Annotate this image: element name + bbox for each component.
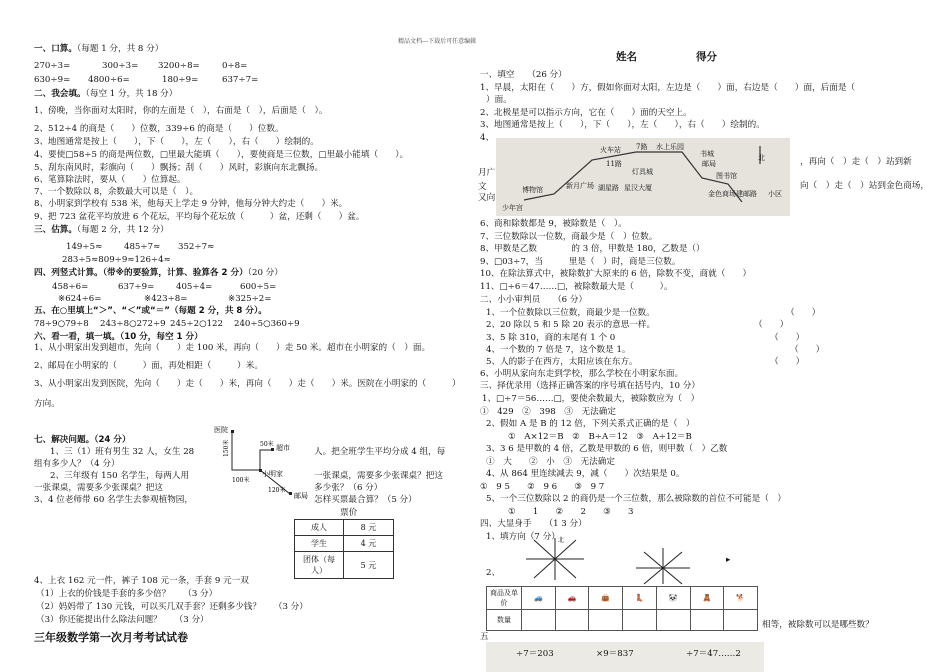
distance-label: 50米 [260,441,274,448]
svg-text:少年宫: 少年宫 [502,204,523,212]
compare-item: 78÷9○79÷8 [34,319,89,329]
ticket-price: 4 元 [344,536,394,552]
judge-item: 5、人的影子在西方，太阳应该在东方。 [486,357,638,367]
choice-options: ① 9 5 ② 9 6 ③ 9 7 [480,482,605,492]
side-text: 文 [478,182,487,192]
vertical-calc-item: 600÷5= [240,282,277,292]
svg-text:湖星路: 湖星路 [598,184,619,192]
distance-label: 120米 [268,487,286,494]
map-question: 1、从小明家出发到超市，先向（ ）走 100 米，再向（ ）走 50 米。超市在小明家的（ ）面。 [34,343,431,353]
side-note: 相等，被除数可以是哪些数？ [762,620,874,630]
ticket-caption: 票价 [340,508,358,518]
svg-text:邮局: 邮局 [702,160,716,168]
fill-item: 2、512÷4 的商是（ ）位数，339÷6 的商是（ ）位数。 [34,124,284,134]
compare-item: 245÷2○122 [170,319,223,329]
ticket-type: 学生 [295,536,344,552]
route-map [496,138,790,216]
section-1-heading: 一、口算。（每题 1 分，共 8 分） [34,44,164,54]
sub-question: （1）上衣的价钱是手套的多少倍？ （3 分） [36,589,218,599]
table-row [295,520,394,536]
problem-4-text: 4、上衣 162 元一件，裤子 108 元一条，手套 9 元一双 [34,576,249,586]
problem-text: 怎样买票最合算？（5 分） [314,495,417,505]
section-2-heading: 二、我会填。（每空 1 分，共 18 分） [34,89,178,99]
section-4-heading: 四、列竖式计算。（带※的要验算，计算、验算各 2 分）（20 分） [34,268,283,278]
fill-item: 5、刮东南风时，彩旗向（ ）飘扬；刮（ ）风时，彩旗向东北飘扬。 [34,163,324,173]
problem-text: 一张课桌，需要多少张课桌？把这 [34,483,163,493]
document-header: 精品文档---下载后可任意编辑 [398,38,477,45]
judge-item: 3、5 除 310，商的末尾有 1 个 0 [486,333,616,343]
fill-item: 2、北极星是可以指示方向，它在（ ）面的天空上。 [480,108,692,118]
section-5-label: 五 [480,632,489,642]
fill-item: 11、□÷6＝47……□，被除数最大是（ ）。 [480,282,673,292]
vertical-calc-item: 458÷6= [52,282,89,292]
oral-calc-item: 180÷9= [162,75,199,85]
score-label: 得分 [696,51,717,63]
compass-diagram [628,546,698,586]
section-3-heading-right: 三、择优录用（选择正确答案的序号填在括号内，10 分） [480,381,700,391]
svg-text:7路: 7路 [636,143,648,151]
north-label: 北 [558,537,565,544]
compare-item: 240÷5○360÷9 [234,319,300,329]
svg-text:小区: 小区 [768,190,782,198]
fill-item: 10、在除法算式中，被除数扩大原来的 6 倍，除数不变，商就（ ） [480,269,752,279]
toy-icon: 🧸 [690,587,724,610]
vertical-calc-item: 637÷9= [118,282,155,292]
problem-text: 组有多少人？（4 分） [34,459,120,469]
ticket-type: 成人 [295,520,344,536]
svg-text:11路: 11路 [606,160,622,168]
choice-item: 3、3 6 是甲数的 4 倍，乙数是甲数的 6 倍，则甲数（ ）乙数 [486,444,728,454]
section-3-heading: 三、估算。（每题 2 分，共 12 分） [34,225,169,235]
svg-text:图书馆: 图书馆 [716,172,737,180]
svg-text:博物馆: 博物馆 [522,186,543,194]
svg-text:灯具城: 灯具城 [632,168,653,176]
fill-item: 7、一个数除以 8，余数最大可以是（ ）。 [34,187,199,197]
oral-calc-item: 270÷3= [34,61,71,71]
car-icon: 🚙 [522,587,556,610]
table-row [487,587,758,610]
sub-question: 1、填方向（7 分） [486,532,560,542]
section-5-heading: 五、在○里填上“＞”、“＜”或“＝”（每题 2 分，共 8 分）。 [34,306,267,316]
fill-item: 4、要使□58÷5 的商是两位数，□里最大能填（ ），要使商是三位数，□里最小能填（ ）。 [34,150,409,160]
svg-text:水上乐园: 水上乐园 [656,143,684,151]
goods-table [486,586,758,631]
goods-header: 数量 [487,610,522,631]
section-4-heading-right: 四、大显身手 （1 3 分） [480,519,587,529]
choice-options: ① A×12＝B ② B÷A＝12 ③ A÷12＝B [508,432,692,442]
distance-label: 150米 [223,439,230,457]
oral-calc-item: 4800÷6= [88,75,130,85]
vertical-calc-item: ※423÷8= [144,294,188,304]
panda-icon: 🐼 [656,587,690,610]
vertical-calc-item: 405÷4= [176,282,213,292]
svg-text:金色商场: 金色商场 [708,190,736,198]
choice-item: 5、一个三位数除以 2 的商仍是一个三位数，那么被除数的首位不可能是（ ） [486,494,786,504]
dog-icon: 🐕 [724,587,758,610]
fill-item: 4、 [480,133,495,143]
map-question: 方向。 [34,399,60,409]
distance-label: 100米 [232,477,250,484]
problem-text: 3、4 位老师带 60 名学生去参观植物园， [34,495,193,505]
side-text: ，再向（ ）走（ ）站到新 [800,157,912,167]
choice-options: ① 大 ② 小 ③ 无法确定 [486,457,615,467]
goods-header: 商品及单价 [487,587,522,610]
svg-text:星汉大厦: 星汉大厦 [624,184,652,192]
choice-item: 1、□÷7＝56……□，要使余数最大，被除数应为（ ） [482,394,700,404]
sub-question: （2）妈妈带了 130 元钱，可以买几双手套？还剩多少钱？ （3 分） [36,602,308,612]
problem-text: 2、三年级有 150 名学生，每两人用 [50,471,190,481]
svg-text:北: 北 [758,154,765,162]
section-1-heading-right: 一、填空 （26 分） [480,70,567,80]
section-6-heading: 六、看一看，填一填。（10 分，每空 1 分） [34,332,203,342]
judge-blank[interactable]: （ ） [790,345,825,355]
oral-calc-item: 3200÷8= [158,61,200,71]
problem-text: 人。把全班学生平均分成 4 组，每 [314,447,446,457]
car-icon: 🚗 [555,587,589,610]
fill-item: 8、甲数是乙数 的 3 倍，甲数是 180，乙数是（） [480,244,705,254]
fill-item: 9、□03÷7，当 里是（ ）时，商是三位数。 [480,257,681,267]
supermarket-label: 超市 [276,444,290,452]
fill-item: 7、三位数除以一位数，商最少是（ ）位数。 [480,232,658,242]
arrow-icon: ▸ [726,555,731,565]
judge-blank[interactable]: （ ） [770,333,805,343]
svg-text:火车站: 火车站 [600,146,621,154]
side-text: 又向 [478,193,496,203]
oral-calc-item: 0÷8= [222,61,248,71]
section-7-heading: 七、解决问题。（24 分） [34,435,131,445]
section-2-heading-right: 二、小小审判员 （6 分） [480,295,588,305]
side-text: 月广 [478,168,496,178]
judge-item: 2、20 除以 5 和 5 除 20 表示的意思一样。 [486,320,656,330]
fill-item: 1、傍晚，当你面对太阳时，你的左面是（ ），右面是（ ），后面是（ ）。 [34,106,328,116]
judge-item: 6、小明从家向东走到学校，那么学校在小明家东面。 [480,369,684,379]
oral-calc-item: 637÷7= [222,75,259,85]
fill-item: 3、地图通常是按上（ ），下（ ），左（ ），右（ ）绘制的。 [480,120,765,130]
choice-options: ① 429 ② 398 ③ 无法确定 [480,407,616,417]
exam-title: 三年级数学第一次月考考试试卷 [34,631,188,644]
fill-item: 6、商和除数都是 9，被除数是（ ）。 [480,219,627,229]
estimate-item: 352÷7≈ [178,242,215,252]
estimate-item: 283÷5≈809÷9≈126÷4≈ [62,255,171,265]
choice-item: 2、假如 A 是 B 的 12 倍，下列关系式正确的是（ ） [486,419,695,429]
svg-text:书城: 书城 [700,150,714,158]
equation: ×9＝837 [596,649,634,659]
side-text: 向（ ）走（ ）站到金色商场， [800,181,929,191]
compare-item: 243÷8○272÷9 [100,319,166,329]
oral-calc-item: 300÷3= [102,61,139,71]
map-question: 2、邮局在小明家的（ ）面，再处相距（ ）米。 [34,361,263,371]
table-row [487,610,758,631]
svg-text:新月广场: 新月广场 [566,182,594,190]
post-office-label: 邮局 [294,492,308,500]
ticket-type: 团体（每人） [295,552,344,579]
vertical-calc-item: ※624÷6= [58,294,102,304]
compass-diagram [520,534,590,584]
fill-item: 8、小明家到学校有 538 米，他每天上学走 9 分钟，他每分钟大约走（ ）米。 [34,199,348,209]
oral-calc-item: 630÷9= [34,75,71,85]
ticket-price: 8 元 [344,520,394,536]
judge-blank[interactable]: （ ） [786,308,821,318]
fill-item: ）面。 [486,95,512,105]
svg-text:建邮路: 建邮路 [736,190,757,198]
equation: ÷7＝203 [516,649,554,659]
choice-options: ① 1 ② 2 ③ 3 [508,507,634,517]
problem-text: 多少张？（6 分） [314,483,383,493]
judge-blank[interactable]: （ ） [754,320,789,330]
choice-item: 4、从 864 里连续减去 9，减（ ）次结果是 0。 [486,469,685,479]
sub-question: 2、 [486,568,501,578]
judge-item: 4、一个数的 7 倍是 7，这个数是 1。 [486,345,631,355]
judge-blank[interactable]: （ ） [770,357,805,367]
bag-icon: 👜 [589,587,623,610]
ticket-table [294,519,394,579]
fill-item: 9、把 723 盆花平均放进 6 个花坛，平均每个花坛放（ ）盆，还剩（ ）盆。 [34,212,365,222]
fill-item: 3、地图通常是按上（ ），下（ ），左（ ），右（ ）绘制的。 [34,137,319,147]
direction-map [212,424,316,504]
problem-text: 一张课桌，需要多少张课桌？把这 [314,471,443,481]
table-row [295,536,394,552]
boot-icon: 👢 [623,587,657,610]
map-question: 3、从小明家出发到医院，先向（ ）走（ ）米，再向（ ）走（ ）米。医院在小明家的（ ） [34,379,461,389]
problem-text: 1、三（1）班有男生 32 人，女生 28 [50,447,195,457]
estimate-item: 149÷5≈ [66,242,103,252]
name-label: 姓名 [616,51,637,63]
equation: ÷7＝47……2 [686,649,741,659]
hospital-label: 医院 [214,426,228,434]
fill-item: 6、笔算除法时，要从（ ）位算起。 [34,175,186,185]
fill-item: 1、早晨，太阳在（ ）方，假如你面对太阳，左边是（ ）面，右边是（ ）面，后面是（ [480,83,856,93]
table-row [295,552,394,579]
sub-question: （3）你还能提出什么除法问题？ （3 分） [36,615,209,625]
estimate-item: 485÷7≈ [124,242,161,252]
home-label: 小明家 [262,470,283,478]
vertical-calc-item: ※325÷2= [228,294,272,304]
judge-item: 1、一个位数除以三位数，商最少是一位数。 [486,308,655,318]
ticket-price: 5 元 [344,552,394,579]
